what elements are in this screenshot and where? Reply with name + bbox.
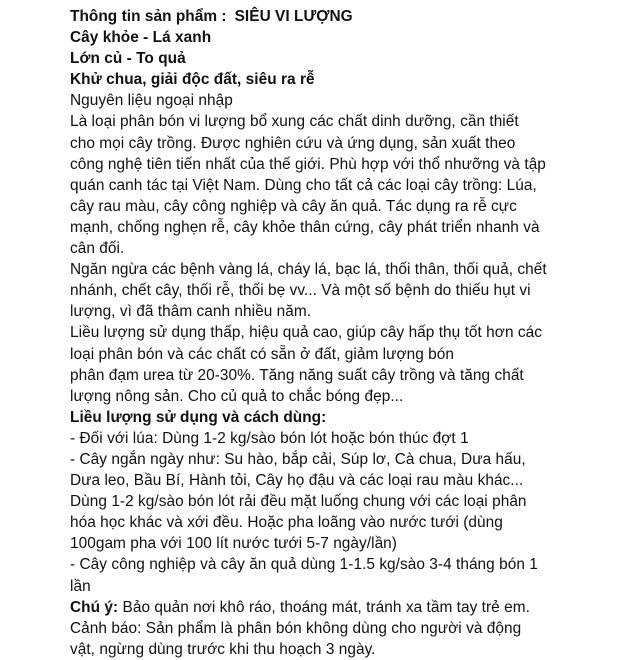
description-line: lượng nông sản. Cho củ quả to chắc bóng đẹp... xyxy=(70,387,404,405)
usage-line: lần xyxy=(70,577,91,595)
product-info-document xyxy=(70,6,630,660)
description-paragraph xyxy=(70,111,630,406)
description-line: cây rau màu, cây công nghiệp và cây ăn quả. Tác dụng ra rễ cực xyxy=(70,197,517,215)
slogan-line: Cây khỏe - Lá xanh xyxy=(70,29,212,47)
warning-line: Cảnh báo: Sản phẩm là phân bón không dùng cho người và động xyxy=(70,619,522,637)
product-title-label: Thông tin sản phẩm : xyxy=(70,8,227,25)
description-line: cân đối. xyxy=(70,240,125,258)
storage-note xyxy=(70,597,630,618)
product-name: SIÊU VI LƯỢNG xyxy=(234,8,353,25)
usage-instructions xyxy=(70,428,630,597)
description-line: Liều lượng sử dụng thấp, hiệu quả cao, giúp cây hấp thụ tốt hơn các xyxy=(70,324,542,342)
description-line: mạnh, chống nghẹn rễ, cây khỏe thân cứng, cây phát triển nhanh và xyxy=(70,218,540,236)
slogan-line: Khử chua, giải độc đất, siêu ra rễ xyxy=(70,71,315,89)
usage-line: hóa học khác và xới đều. Hoặc pha loãng vào nước tưới (dùng xyxy=(70,514,503,532)
slogan-line: Lớn củ - To quả xyxy=(70,50,186,68)
description-line: lượng, vì đã thâm canh nhiều năm. xyxy=(70,303,312,321)
warning-line: vật, ngừng dùng trước khi thu hoạch 3 ngày. xyxy=(70,640,376,658)
usage-line: - Cây công nghiệp và cây ăn quả dùng 1-1.5 kg/sào 3-4 tháng bón 1 xyxy=(70,556,538,574)
description-line: loại phân bón và các chất có sẵn ở đất, giảm lượng bón xyxy=(70,345,454,363)
description-line: công nghệ tiên tiến nhất của thế giới. Phù hợp với thổ nhưỡng và tập xyxy=(70,155,546,173)
usage-line: Dùng 1-2 kg/sào bón lót rải đều mặt luống chung với các loại phân xyxy=(70,493,527,511)
description-line: quán canh tác tại Việt Nam. Dùng cho tất cả các loại cây trồng: Lúa, xyxy=(70,176,537,194)
description-line: Ngăn ngừa các bệnh vàng lá, cháy lá, bạc lá, thối thân, thối quả, chết xyxy=(70,261,547,279)
usage-heading: Liều lượng sử dụng và cách dùng: xyxy=(70,408,327,426)
note-text: Bảo quản nơi khô ráo, thoáng mát, tránh xa tầm tay trẻ em. xyxy=(118,598,530,616)
usage-line: - Cây ngắn ngày như: Su hào, bắp cải, Súp lơ, Cà chua, Dưa hấu, xyxy=(70,450,526,468)
product-title xyxy=(70,6,630,27)
description-line: phân đạm urea từ 20-30%. Tăng năng suất cây trồng và tăng chất xyxy=(70,366,524,384)
origin-text: Nguyên liệu ngoại nhập xyxy=(70,92,233,110)
description-line: Là loại phân bón vi lượng bổ xung các chất dinh dưỡng, cần thiết xyxy=(70,113,519,131)
description-line: nhánh, chết cây, thối rễ, thối bẹ vv... Và một số bệnh do thiếu hụt vi xyxy=(70,282,531,300)
usage-line: Dưa leo, Bầu Bí, Hành tỏi, Cây họ đậu và các loại rau màu khác... xyxy=(70,472,524,490)
warning-paragraph xyxy=(70,618,630,660)
usage-line: 100gam pha với 100 lít nước tưới 5-7 ngày/lần) xyxy=(70,535,397,553)
note-label: Chú ý: xyxy=(70,598,119,616)
description-line: cho mọi cây trồng. Được nghiên cứu và ứng dụng, sản xuất theo xyxy=(70,134,516,152)
usage-line: - Đối với lúa: Dùng 1-2 kg/sào bón lót hoặc bón thúc đợt 1 xyxy=(70,429,469,447)
